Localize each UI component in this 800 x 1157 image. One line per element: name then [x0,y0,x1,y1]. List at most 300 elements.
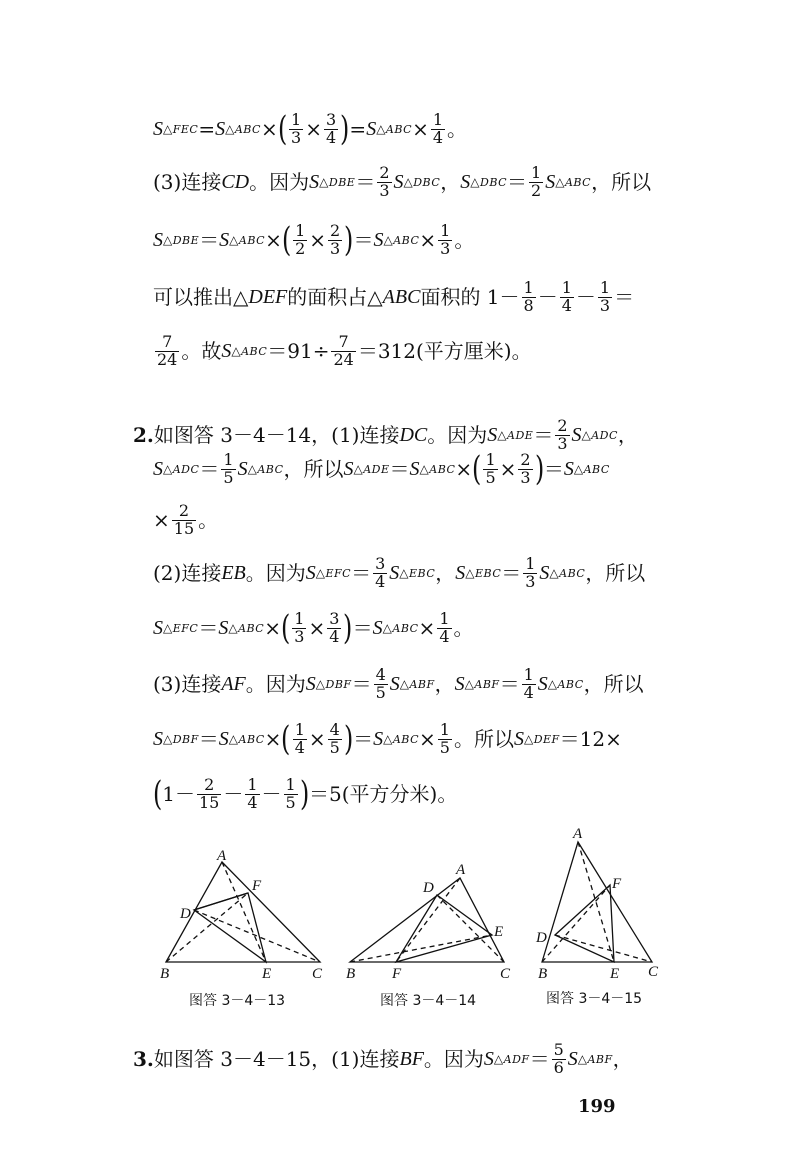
fraction [292,611,306,646]
denominator: 4 [561,295,572,315]
denominator: 5 [223,467,234,487]
triangle-symbol: △ [163,233,173,248]
numerator: 1 [439,720,450,739]
label-f: F [612,876,622,892]
triangle-symbol: △ [399,677,410,692]
s-symbol: S [153,458,163,481]
label-e: E [262,966,272,982]
fraction [555,418,569,453]
right-paren: ) [343,719,354,760]
denominator: 24 [157,349,178,369]
text: 的面积占 [287,285,368,310]
times: × [305,117,322,142]
subscript [225,123,261,135]
subscript [548,678,584,690]
numerator: 1 [561,278,572,297]
denominator: 2 [295,238,306,258]
subscript [163,123,198,135]
period: 。 [198,508,219,533]
variable: ABC [382,286,421,309]
subscript-text: ADE [363,463,390,477]
s-symbol: S [218,617,229,640]
triangle-symbol: △ [229,233,239,248]
s-symbol: S [393,171,404,194]
label-c: C [648,964,659,980]
label-b: B [538,966,548,982]
text: ，所以 [585,561,646,586]
equals: ＝ [352,616,373,641]
minus: － [223,782,244,807]
numerator: 1 [285,775,296,794]
subscript-text: ABC [238,234,266,248]
fraction [431,112,445,147]
subscript [316,678,352,690]
denominator: 4 [439,626,450,646]
denominator: 5 [329,737,340,757]
subscript [316,567,351,579]
s-symbol: S [487,424,498,447]
label-e: E [494,924,504,940]
fraction [374,667,388,702]
subscript [319,176,355,188]
subscript [400,678,435,690]
fraction [328,722,342,757]
label-e: E [610,966,620,982]
fraction [172,503,196,538]
equals: ＝ [198,727,219,752]
subscript-text: ABC [257,463,284,477]
problem-number: 2. [133,423,154,448]
fraction [438,722,452,757]
subscript-text: DBE [172,234,200,248]
subscript-text: DBC [413,176,441,190]
text: 可以推出 [153,285,233,310]
s-symbol: S [343,458,354,481]
denominator: 4 [247,792,258,812]
subscript-text: DBF [325,678,352,692]
fraction [155,334,179,369]
variable: CD [221,171,250,194]
subscript [465,567,501,579]
s-symbol: S [305,562,316,585]
denominator: 3 [599,295,611,315]
subscript-text: ABF [474,678,500,692]
subscript-text: ABC [385,123,413,137]
subscript-text: DBE [328,176,356,190]
subscript [163,234,199,246]
variable: DC [399,424,428,447]
triangle-symbol: △ [497,428,508,443]
triangle-symbol: △ [399,566,410,581]
dashed-line [542,885,610,962]
denominator: 15 [173,518,195,538]
numerator: 2 [330,221,341,240]
subscript [555,176,591,188]
subscript [229,733,265,745]
s-symbol: S [545,171,556,194]
label-b: B [160,966,170,982]
label-d: D [180,906,191,922]
numerator: 2 [520,450,531,469]
s-symbol: S [455,562,466,585]
fraction [552,1042,566,1077]
equals: ＝ [529,1047,550,1072]
s-symbol: S [305,673,316,696]
text: ，所以 [283,457,344,482]
denominator: 5 [375,682,386,702]
numerator: 1 [294,720,305,739]
text: 如图答 3－4－14，(1)连接 [153,423,400,448]
numerator: 1 [432,110,444,129]
denominator: 4 [294,737,305,757]
variable: AF [221,673,246,696]
denominator: 4 [325,127,337,147]
times: × [419,228,437,253]
equation-line-3 [153,220,475,261]
numerator: 7 [338,332,349,351]
subscript-text: EBC [475,567,502,581]
subscript-text: EFC [325,567,352,581]
comma: ， [434,672,455,697]
numerator: 4 [375,665,386,684]
times: × [308,616,326,641]
text: 。因为 [249,170,310,195]
fraction [293,223,307,258]
triangle-symbol: △ [577,1052,588,1067]
text: (3)连接 [153,170,222,195]
triangle-def [555,885,614,962]
subscript [354,463,390,475]
subscript-text: ABC [392,733,419,747]
subscript-text: ABC [238,733,265,747]
equation-line-12 [153,719,622,760]
denominator: 24 [333,349,354,369]
subscript [582,429,618,441]
subscript [383,622,419,634]
triangle-symbol: △ [367,285,383,310]
subscript [163,733,199,745]
equals: ＝ [199,228,220,253]
subscript [228,622,264,634]
triangle-symbol: △ [228,732,239,747]
text: ＝91÷ [267,339,330,364]
fraction [523,556,537,591]
variable: BF [399,1048,424,1071]
times: × [264,616,281,641]
denominator: 2 [531,180,542,200]
equals: ＝ [501,561,522,586]
text: ，所以 [591,170,652,195]
label-c: C [500,966,511,982]
triangle-def [396,895,492,962]
left-paren: ( [472,449,482,490]
s-symbol: S [454,673,465,696]
subscript [399,567,435,579]
figure-3-4-15 [542,842,652,962]
triangle-symbol: △ [228,621,239,636]
fraction [438,223,452,258]
problem-2-line [133,418,638,453]
subscript [383,733,419,745]
caption-3-4-13: 图答 3－4－13 [189,993,286,1009]
times: × [419,727,436,752]
triangle-symbol: △ [470,175,480,190]
denominator: 3 [330,238,341,258]
denominator: 3 [525,571,536,591]
numerator: 2 [204,775,215,794]
s-symbol: S [153,617,163,640]
numerator: 1 [531,163,542,182]
label-c: C [312,966,323,982]
triangle-symbol: △ [419,462,430,477]
equation-line-2 [153,165,651,200]
subscript [163,622,198,634]
fraction [284,777,298,812]
s-symbol: S [153,118,163,141]
caption-3-4-14: 图答 3－4－14 [380,993,477,1009]
subscript-text: ABC [557,678,584,692]
triangle-symbol: △ [231,344,242,359]
subscript [494,1053,530,1065]
denominator: 4 [375,571,386,591]
label-a: A [456,862,466,878]
equals: ＝ [543,457,564,482]
triangle-symbol: △ [464,677,475,692]
problem-number: 3. [133,1047,154,1072]
minus: － [261,782,282,807]
equation-line-8 [153,503,218,538]
line-df [194,893,248,910]
equation-line-10 [153,608,474,649]
times: × [264,727,282,752]
s-symbol: S [153,728,163,751]
triangle-symbol: △ [315,566,326,581]
denominator: 3 [291,127,302,147]
numerator: 3 [329,609,340,628]
subscript [229,234,265,246]
caption-3-4-15: 图答 3－4－15 [546,991,643,1007]
s-symbol: S [537,673,548,696]
left-paren: ( [281,719,291,760]
text: 。因为 [423,1047,484,1072]
denominator: 4 [523,682,534,702]
times: × [455,457,473,482]
times: × [260,117,278,142]
numerator: 2 [178,501,190,520]
subscript-text: ADC [172,463,200,477]
denominator: 15 [199,792,220,812]
equation-line-13 [152,774,458,815]
text: ＝5(平方分米)。 [309,782,458,807]
text: 。因为 [427,423,488,448]
triangle-symbol: △ [573,462,584,477]
triangle-symbol: △ [315,677,326,692]
equation-line-1 [153,109,468,150]
period: 。 [453,616,474,641]
numerator: 1 [523,278,534,297]
subscript-text: DBC [480,176,508,190]
equals: ＝ [353,228,374,253]
s-symbol: S [372,617,383,640]
text: (3)连接 [153,672,222,697]
text: ＝312(平方厘米)。 [357,339,532,364]
comma: ， [617,423,638,448]
s-symbol: S [483,1048,494,1071]
left-paren: ( [281,220,292,261]
denominator: 3 [440,238,451,258]
page-number: 199 [578,1096,616,1117]
equals: ＝ [351,672,372,697]
s-symbol: S [409,458,420,481]
subscript-text: ABF [587,1053,613,1067]
fraction [328,223,342,258]
subscript-text: ADE [507,429,534,443]
numerator: 4 [329,720,340,739]
subscript [384,234,420,246]
subscript [420,463,456,475]
numerator: 3 [325,110,337,129]
fraction [529,165,543,200]
s-symbol: S [563,458,574,481]
fraction [245,777,259,812]
right-paren: ) [340,109,350,150]
subscript-text: ABF [409,678,435,692]
fraction [324,112,338,147]
numerator: 1 [247,775,258,794]
fraction [518,452,532,487]
text-line-5 [153,334,532,369]
denominator: 4 [432,127,444,147]
numerator: 1 [525,554,536,573]
triangle-symbol: △ [319,175,329,190]
equals: ＝ [355,170,376,195]
denominator: 4 [329,626,340,646]
subscript [524,733,560,745]
s-symbol: S [373,229,384,252]
text: 面积的 1－ [420,285,520,310]
s-symbol: S [366,118,377,141]
s-symbol: S [389,673,400,696]
equals: ＝ [351,561,372,586]
fraction [197,777,221,812]
equals: ＝ [507,170,528,195]
dashed-line [578,842,614,962]
triangle-abc [542,842,652,962]
s-symbol: S [460,171,471,194]
fraction [560,280,574,315]
triangle-symbol: △ [581,428,592,443]
equals: ＝ [353,727,374,752]
triangle-symbol: △ [225,122,235,137]
s-symbol: S [215,118,226,141]
s-symbol: S [221,340,232,363]
text: 。因为 [245,561,306,586]
subscript-text: DBF [172,733,199,747]
fraction [289,112,303,147]
text: 1－ [162,782,195,807]
subscript [163,463,199,475]
denominator: 6 [553,1057,564,1077]
s-symbol: S [309,171,320,194]
denominator: 8 [523,295,534,315]
subscript-text: EFC [172,622,199,636]
subscript-text: ABC [393,234,420,248]
numerator: 7 [162,332,173,351]
minus: － [575,285,596,310]
subscript-text: ABC [238,622,265,636]
s-symbol: S [219,229,230,252]
denominator: 5 [439,737,450,757]
numerator: 1 [291,110,302,129]
s-symbol: S [237,458,248,481]
denominator: 5 [285,792,296,812]
subscript-text: ABC [583,463,610,477]
numerator: 1 [440,221,451,240]
times: × [499,457,517,482]
equals: ＝ [614,285,635,310]
subscript [574,463,610,475]
subscript [231,345,267,357]
label-a: A [573,826,583,842]
fraction [293,722,307,757]
fraction [437,611,451,646]
triangle-symbol: △ [403,175,414,190]
right-paren: ) [344,220,354,261]
triangle-symbol: △ [163,122,173,137]
denominator: 3 [520,467,531,487]
equation-line-9 [153,556,645,591]
subscript [248,463,284,475]
subscript [578,1053,613,1065]
left-paren: ( [152,774,163,815]
text: 。因为 [245,672,306,697]
equals: ＝ [389,457,410,482]
triangle-symbol: △ [549,566,560,581]
triangle-symbol: △ [163,732,173,747]
text: ＝12× [559,727,622,752]
subscript-text: ABC [564,176,592,190]
subscript [465,678,500,690]
subscript-text: ABC [429,463,456,477]
fraction [598,280,612,315]
subscript-text: ADF [503,1053,530,1067]
text: 。故 [181,339,222,364]
subscript [376,123,412,135]
numerator: 1 [485,450,496,469]
comma: ， [612,1047,633,1072]
denominator: 3 [379,180,390,200]
triangle-symbol: △ [353,462,364,477]
s-symbol: S [567,1048,578,1071]
subscript-text: DEF [533,733,560,747]
denominator: 3 [294,626,305,646]
numerator: 1 [523,665,534,684]
numerator: 2 [557,416,568,435]
triangle-symbol: △ [493,1052,504,1067]
s-symbol: S [513,728,524,751]
times: × [418,616,436,641]
subscript [404,176,441,188]
triangle-symbol: △ [383,233,394,248]
equals: ＝ [499,672,520,697]
subscript-text: ABC [559,567,586,581]
triangle-symbol: △ [163,462,173,477]
subscript [497,429,533,441]
fraction [522,280,536,315]
subscript-text: EBC [409,567,436,581]
label-f: F [392,966,402,982]
triangle-symbol: △ [233,285,249,310]
